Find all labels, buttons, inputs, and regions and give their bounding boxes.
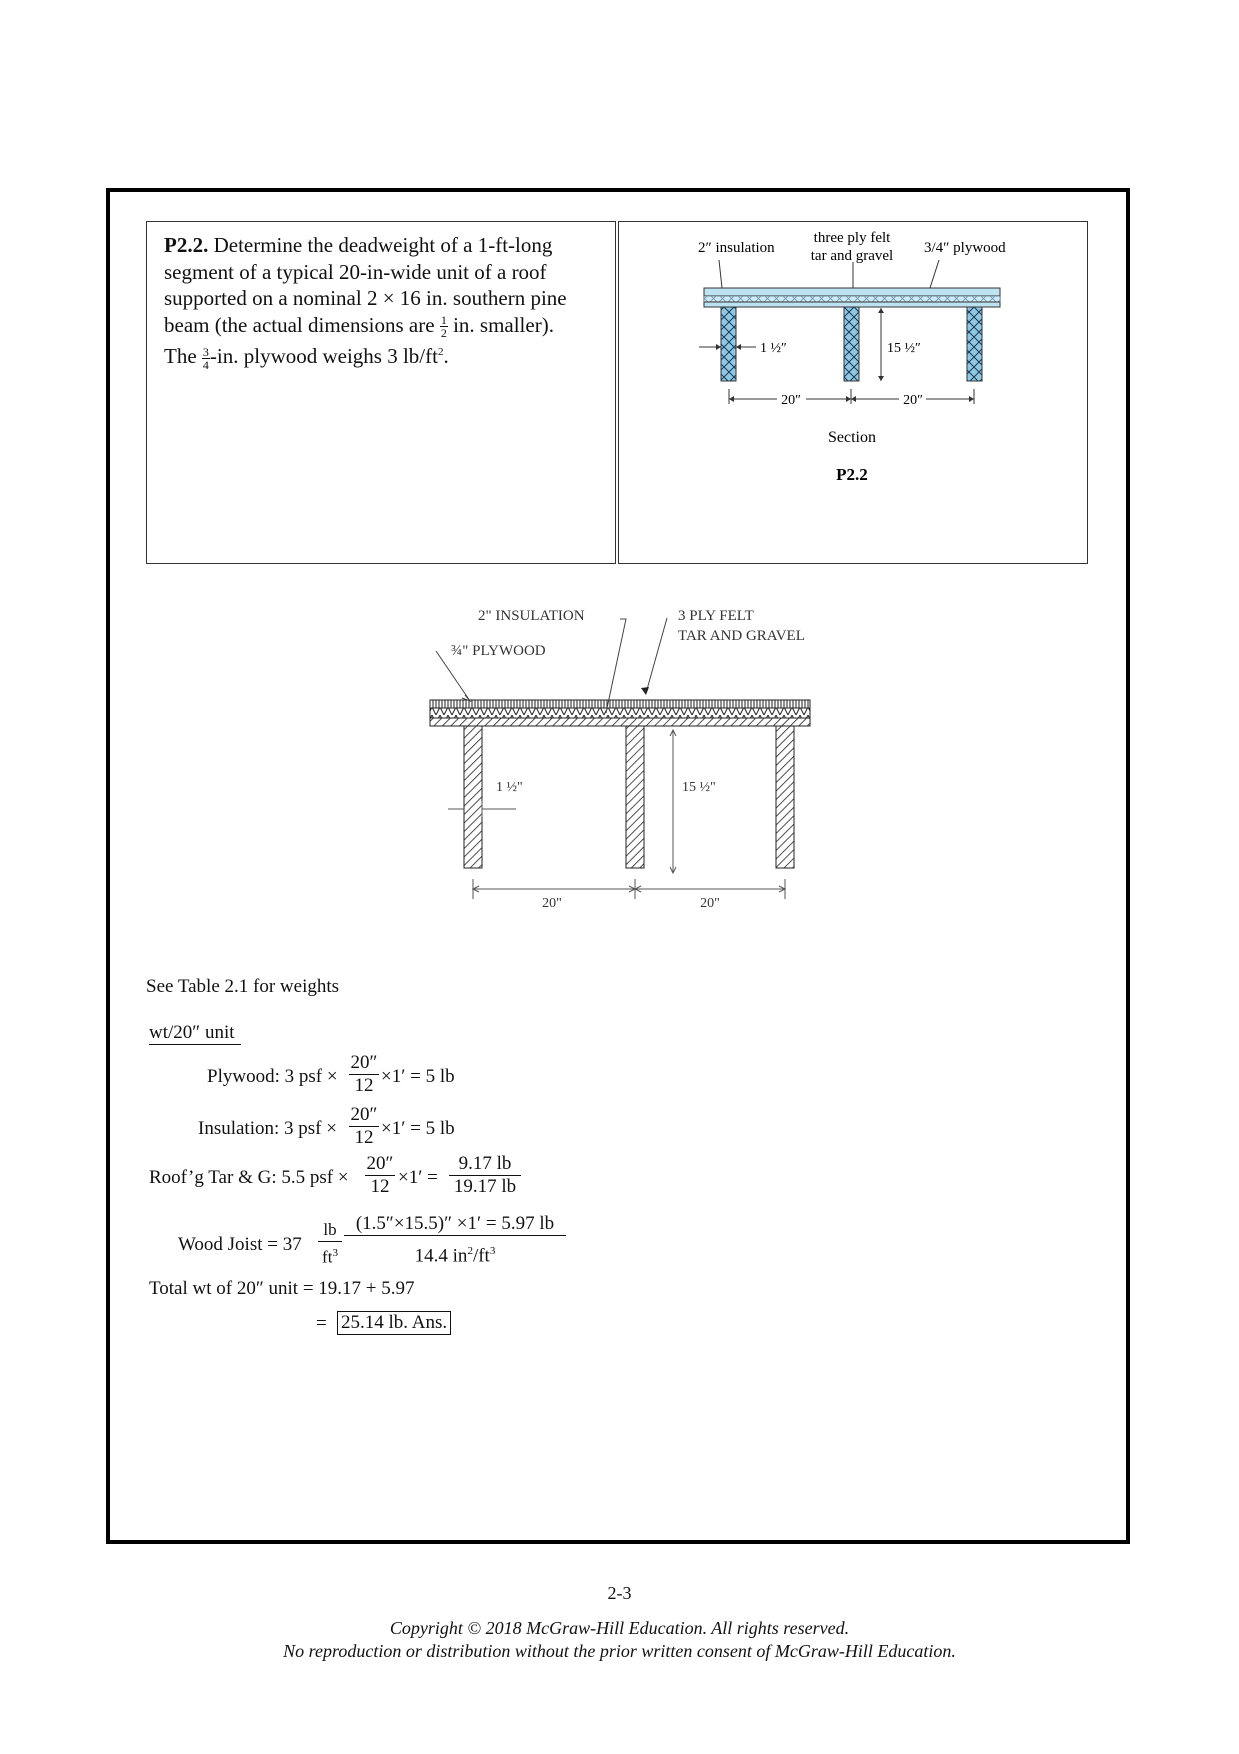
plywood-layer (704, 302, 1000, 307)
page-number: 2-3 (607, 1583, 632, 1603)
mid-label-insulation: 2" INSULATION (478, 608, 585, 624)
roof-fraction: 20″ 12 (366, 1153, 394, 1197)
roof-times: ×1′ = (398, 1167, 438, 1188)
answer-box: 25.14 lb. Ans. (337, 1311, 451, 1335)
insulation-result: ×1′ = 5 lb (381, 1118, 455, 1139)
see-table-note: See Table 2.1 for weights (146, 976, 340, 997)
tar-gravel-layer (704, 288, 1000, 296)
dim-span-1: 20″ (781, 393, 801, 408)
solution-heading: wt/20″ unit (149, 1022, 241, 1045)
joist-label: Wood Joist = 37 (178, 1234, 302, 1255)
equals-sign: = (316, 1313, 327, 1334)
copyright-line: Copyright © 2018 McGraw-Hill Education. All rights reserved. (389, 1618, 850, 1638)
plywood-fraction: 20″ 12 (350, 1052, 378, 1096)
problem-statement-box (146, 221, 616, 564)
fraction-half: $\frac{1}{2}$ (440, 313, 447, 341)
mid-dim-span-2: 20" (700, 896, 720, 911)
solution-figure (420, 595, 840, 925)
reproduction-notice: No reproduction or distribution without the prior written consent of McGraw-Hill Education. (283, 1641, 956, 1661)
total-line: Total wt of 20″ unit = 19.17 + 5.97 (149, 1278, 415, 1299)
mid-joist-2 (626, 726, 644, 868)
mid-dim-span-1: 20" (542, 896, 562, 911)
joist-fraction: (1.5″×15.5)″ ×1′ = 5.97 lb 14.4 $in^2/ft^3$ (344, 1213, 566, 1267)
mid-label-plywood: ¾" PLYWOOD (451, 643, 546, 659)
fraction-three-quarters: $\frac{3}{4}$ (202, 344, 209, 372)
dim-joist-width: 1 ½″ (760, 341, 787, 356)
problem-figure-box (618, 221, 1088, 564)
insulation-fraction: 20″ 12 (350, 1104, 378, 1148)
plywood-label: Plywood: 3 psf × (207, 1066, 338, 1087)
label-insulation: 2″ insulation (698, 240, 775, 256)
mid-joist-1 (464, 726, 482, 868)
mid-plywood-layer (430, 718, 810, 726)
mid-insulation-layer (430, 708, 810, 718)
mid-tar-gravel-layer (430, 700, 810, 708)
mid-joist-3 (776, 726, 794, 868)
joist-unit-fraction: lb $ft^3$ (318, 1219, 342, 1269)
joist-1 (721, 307, 736, 381)
mid-dim-height: 15 ½" (682, 780, 716, 795)
mid-label-felt-2: TAR AND GRAVEL (678, 628, 805, 644)
joist-2 (844, 307, 859, 381)
label-felt-1: three ply felt (813, 230, 891, 246)
mid-label-felt-1: 3 PLY FELT (678, 608, 754, 624)
mid-dim-width: 1 ½" (496, 780, 523, 795)
figure-id: P2.2 (836, 465, 868, 484)
dim-joist-height: 15 ½″ (887, 341, 921, 356)
insulation-label: Insulation: 3 psf × (198, 1118, 337, 1139)
label-plywood: 3/4″ plywood (924, 240, 1006, 256)
roof-label: Roof’g Tar & G: 5.5 psf × (149, 1167, 349, 1188)
label-felt-2: tar and gravel (810, 248, 894, 264)
problem-statement: P2.2. Determine the deadweight of a 1-ft-long segment of a typical 20-in-wide unit of a roof supported on a nominal 2 × 16 in. southern pine beam (the actual dimensions are $\frac{1}{2}$ in. smaller). The $\frac{3}{4}$ -in. plywood weighs 3 $lb/ft^2$. (164, 233, 567, 372)
joist-3 (967, 307, 982, 381)
problem-id: P2.2. (164, 233, 209, 257)
section-figure (619, 222, 1086, 562)
section-label: Section (828, 429, 876, 446)
plywood-result: ×1′ = 5 lb (381, 1066, 455, 1087)
dim-span-2: 20″ (903, 393, 923, 408)
roof-sum: 9.17 lb 19.17 lb (449, 1153, 521, 1198)
